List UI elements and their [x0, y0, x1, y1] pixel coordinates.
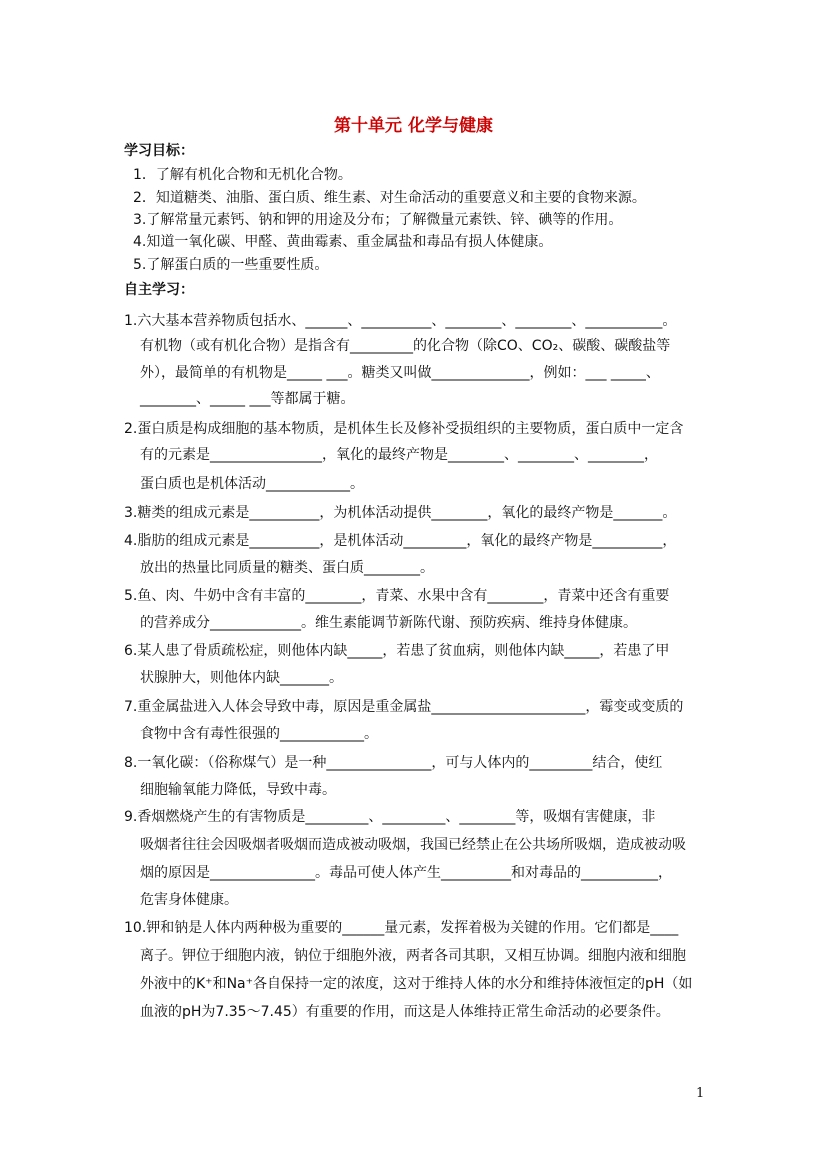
page-number: 1 — [696, 1086, 705, 1101]
text-line: 1.六大基本营养物质包括水、______、__________、________、________、___________。 — [124, 313, 677, 329]
text-line: 外），最简单的有机物是_____ ___。糖类又叫做______________，例如：___ _____、 — [140, 365, 660, 381]
text-line: 状腺肿大，则他体内缺_______。 — [140, 670, 343, 686]
self-study-heading: 自主学习： — [124, 282, 194, 298]
text-line: ________、_____ ___等都属于糖。 — [140, 391, 355, 407]
goal-1: 1．了解有机化合物和无机化合物。 — [133, 167, 352, 183]
goal-3: 3.了解常量元素钙、钠和钾的用途及分布；了解微量元素铁、锌、碘等的作用。 — [133, 212, 623, 228]
text-line: 放出的热量比同质量的糖类、蛋白质________。 — [140, 560, 434, 576]
text-line: 烟的原因是_______________。毒品可使人体产生__________和对毒品的___________， — [140, 865, 672, 881]
goals-heading: 学习目标： — [124, 143, 194, 159]
text-line: 外液中的K⁺和Na⁺各自保持一定的浓度，这对于维持人体的水分和维持体液恒定的pH（如 — [140, 976, 693, 992]
goal-5: 5.了解蛋白质的一些重要性质。 — [133, 257, 329, 273]
text-line: 血液的pH为7.35～7.45）有重要的作用，而这是人体维持正常生命活动的必要条件。 — [140, 1004, 670, 1020]
text-line: 离子。钾位于细胞内液，钠位于细胞外液，两者各司其职，又相互协调。细胞内液和细胞 — [140, 948, 686, 964]
page-title: 第十单元 化学与健康 — [334, 116, 493, 136]
text-line: 危害身体健康。 — [140, 892, 238, 908]
text-line: 10.钾和钠是人体内两种极为重要的______量元素，发挥着极为关键的作用。它们都是____ — [124, 920, 679, 936]
goal-2: 2．知道糖类、油脂、蛋白质、维生素、对生命活动的重要意义和主要的食物来源。 — [133, 190, 646, 206]
text-line: 8.一氧化碳：（俗称煤气）是一种_______________，可与人体内的_________结合，使红 — [124, 755, 663, 771]
text-line: 食物中含有毒性很强的____________。 — [140, 726, 378, 742]
text-line: 7.重金属盐进入人体会导致中毒，原因是重金属盐______________________，霉变或变质的 — [124, 699, 684, 715]
text-line: 吸烟者往往会因吸烟者吸烟而造成被动吸烟，我国已经禁止在公共场所吸烟，造成被动吸 — [140, 837, 686, 853]
text-line: 9.香烟燃烧产生的有害物质是_________、_________、________等，吸烟有害健康，非 — [124, 809, 656, 825]
text-line: 3.糖类的组成元素是__________，为机体活动提供________，氧化的最终产物是_______。 — [124, 505, 677, 521]
text-line: 2.蛋白质是构成细胞的基本物质，是机体生长及修补受损组织的主要物质，蛋白质中一定含 — [124, 421, 684, 437]
text-line: 5.鱼、肉、牛奶中含有丰富的________，青菜、水果中含有________，青菜中还含有重要 — [124, 588, 670, 604]
text-line: 6.某人患了骨质疏松症，则他体内缺_____，若患了贫血病，则他体内缺_____，若患了甲 — [124, 643, 670, 659]
text-line: 细胞输氧能力降低，导致中毒。 — [140, 782, 336, 798]
text-line: 4.脂肪的组成元素是__________，是机体活动_________，氧化的最终产物是__________， — [124, 533, 677, 549]
text-line: 有机物（或有机化合物）是指含有_________的化合物（除CO、CO₂、碳酸、碳酸盐等 — [140, 338, 671, 354]
text-line: 的营养成分_____________。维生素能调节新陈代谢、预防疾病、维持身体健康。 — [140, 615, 637, 631]
goal-4: 4.知道一氧化碳、甲醛、黄曲霉素、重金属盐和毒品有损人体健康。 — [133, 234, 553, 250]
text-line: 有的元素是________________，氧化的最终产物是________、________、________， — [140, 447, 658, 463]
text-line: 蛋白质也是机体活动____________。 — [140, 476, 364, 492]
